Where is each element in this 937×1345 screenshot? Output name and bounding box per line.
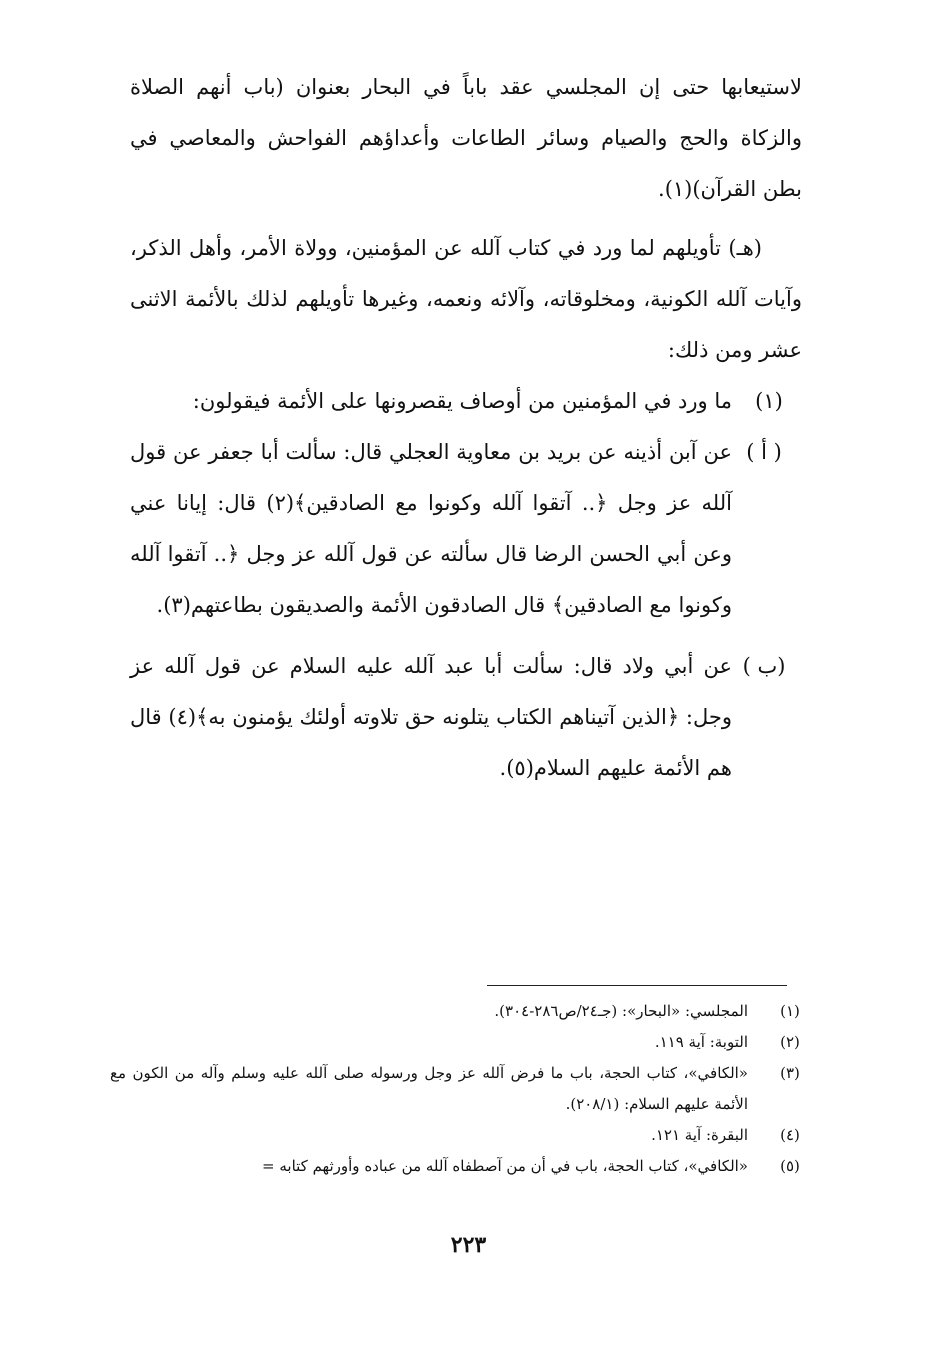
footnote xyxy=(110,1058,810,1120)
item-number: (١) xyxy=(755,389,783,413)
footnote xyxy=(110,1120,810,1151)
footnote-number: (١) xyxy=(780,1002,800,1020)
footnote xyxy=(110,1151,810,1182)
sub-item-text: عن آبن أذينه عن بريد بن معاوية العجلي قال: سألت أبا جعفر عن قول آلله عز وجل ﴿.. آتقوا آلله وكونوا مع الصادقين﴾(٢) قال: إيانا عني وعن أبي الحسن الرضا قال سألته عن قول آلله عز وجل ﴿.. آتقوا آلله وكونوا مع الصادقين﴾ قال الصادقون الأئمة والصديقون بطاعتهم(٣). xyxy=(130,440,732,617)
footnote-number: (٥) xyxy=(780,1157,800,1175)
item-text: ما ورد في المؤمنين من أوصاف يقصرونها على الأئمة فيقولون: xyxy=(192,389,732,413)
sub-item-b xyxy=(130,641,802,794)
sub-item-text: عن أبي ولاد قال: سألت أبا عبد آلله عليه السلام عن قول آلله عز وجل: ﴿الذين آتيناهم الكتاب يتلونه حق تلاوته أولئك يؤمنون به﴾(٤) قال هم الأئمة عليهم السلام(٥). xyxy=(130,654,732,780)
page-number: ٢٢٣ xyxy=(450,1232,487,1258)
footnote xyxy=(110,1027,810,1058)
footnote-text: التوبة: آية ١١٩. xyxy=(654,1033,748,1051)
footnote-text: «الكافي»، كتاب الحجة، باب في أن من آصطفاه آلله من عباده وأورثهم كتابه = xyxy=(262,1157,748,1175)
paragraph-bihar: لاستيعابها حتى إن المجلسي عقد باباً في البحار بعنوان (باب أنهم الصلاة والزكاة والحج والصيام وسائر الطاعات وأعداؤهم الفواحش والمعاصي في بطن القرآن)(١). xyxy=(130,75,802,201)
numbered-item-1 xyxy=(130,376,802,427)
main-text xyxy=(130,62,802,794)
footnote-divider xyxy=(487,985,787,986)
footnotes xyxy=(110,996,810,1182)
footnote-number: (٤) xyxy=(780,1126,800,1144)
footnote xyxy=(110,996,810,1027)
sub-item-letter: (ب ) xyxy=(742,654,786,678)
footnote-text: المجلسي: «البحار»: (جـ٢٤/ص٢٨٦-٣٠٤). xyxy=(494,1002,748,1020)
footnote-number: (٣) xyxy=(780,1064,800,1082)
sub-item-letter: ( أ ) xyxy=(746,440,782,464)
footnote-text: البقرة: آية ١٢١. xyxy=(651,1126,748,1144)
footnote-number: (٢) xyxy=(780,1033,800,1051)
sub-item-a xyxy=(130,427,802,631)
paragraph-interpretation: (هـ) تأويلهم لما ورد في كتاب آلله عن المؤمنين، وولاة الأمر، وأهل الذكر، وآيات آلله الكونية، ومخلوقاته، وآلائه ونعمه، وغيرها تأويلهم لذلك بالأئمة الاثنى عشر ومن ذلك: xyxy=(130,236,802,362)
footnote-text: «الكافي»، كتاب الحجة، باب ما فرض آلله عز وجل ورسوله صلى آلله عليه وسلم وآله من الكون مع الأئمة عليهم السلام: (٢٠٨/١). xyxy=(110,1064,748,1113)
